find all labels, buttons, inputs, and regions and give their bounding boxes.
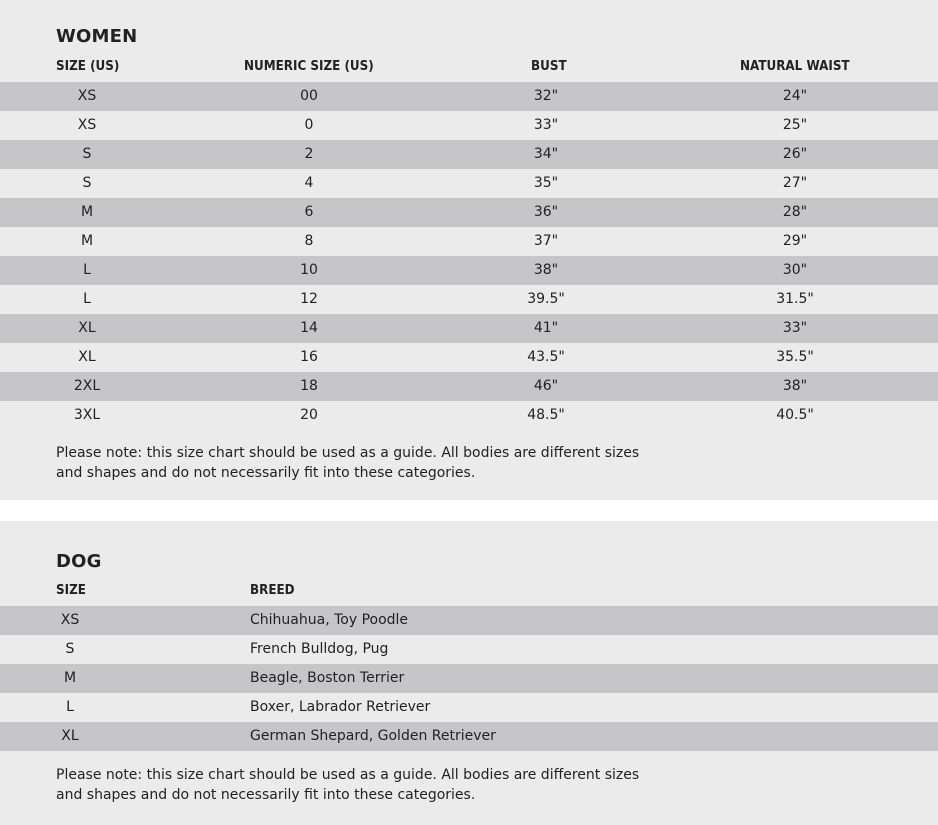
cell-waist: 25" (782, 117, 808, 133)
cell-numeric-size: 8 (304, 233, 314, 249)
cell-size: L (83, 262, 91, 278)
cell-size: XL (61, 728, 79, 744)
note-line: and shapes and do not necessarily fit into these categories. (56, 787, 476, 803)
cell-bust: 37" (533, 233, 559, 249)
cell-size: XL (78, 349, 96, 365)
cell-numeric-size: 14 (300, 320, 318, 336)
cell-waist: 35.5" (776, 349, 814, 365)
cell-numeric-size: 2 (304, 146, 314, 162)
header-natural-waist: NATURAL WAIST (740, 59, 850, 74)
cell-bust: 32" (533, 88, 559, 104)
note-line: Please note: this size chart should be used as a guide. All bodies are different sizes (56, 445, 640, 461)
cell-waist: 26" (782, 146, 808, 162)
table-row (0, 693, 938, 722)
cell-size: 2XL (73, 378, 101, 394)
cell-bust: 34" (533, 146, 559, 162)
cell-size: XL (78, 320, 96, 336)
table-row (0, 198, 938, 227)
cell-waist: 28" (782, 204, 808, 220)
header-breed: BREED (250, 583, 295, 598)
women-note (56, 443, 696, 483)
dog-note (56, 765, 696, 805)
cell-bust: 38" (533, 262, 559, 278)
table-row (0, 111, 938, 140)
cell-size: S (82, 175, 92, 191)
header-size-us: SIZE (US) (56, 59, 120, 74)
cell-size: L (83, 291, 91, 307)
header-bust: BUST (531, 59, 567, 74)
table-row (0, 227, 938, 256)
table-row (0, 314, 938, 343)
cell-breed: French Bulldog, Pug (250, 641, 389, 657)
cell-size: M (80, 204, 94, 220)
table-row (0, 606, 938, 635)
cell-waist: 40.5" (776, 407, 814, 423)
cell-size: 3XL (73, 407, 101, 423)
table-row (0, 635, 938, 664)
table-row (0, 169, 938, 198)
table-row (0, 343, 938, 372)
table-row (0, 256, 938, 285)
cell-numeric-size: 20 (300, 407, 318, 423)
cell-size: M (80, 233, 94, 249)
cell-size: S (65, 641, 75, 657)
dog-title: DOG (56, 551, 102, 572)
cell-waist: 38" (782, 378, 808, 394)
cell-bust: 35" (533, 175, 559, 191)
cell-bust: 41" (533, 320, 559, 336)
table-row (0, 372, 938, 401)
cell-breed: Beagle, Boston Terrier (250, 670, 405, 686)
cell-numeric-size: 00 (300, 88, 318, 104)
cell-numeric-size: 16 (300, 349, 318, 365)
cell-bust: 39.5" (527, 291, 565, 307)
cell-numeric-size: 6 (304, 204, 314, 220)
cell-size: XS (60, 612, 80, 628)
table-row (0, 82, 938, 111)
cell-size: M (63, 670, 77, 686)
header-numeric-size: NUMERIC SIZE (US) (244, 59, 374, 74)
cell-numeric-size: 10 (300, 262, 318, 278)
dog-size-chart (0, 521, 938, 825)
note-line: Please note: this size chart should be used as a guide. All bodies are different sizes (56, 767, 640, 783)
cell-breed: German Shepard, Golden Retriever (250, 728, 496, 744)
cell-size: S (82, 146, 92, 162)
note-line: and shapes and do not necessarily fit into these categories. (56, 465, 476, 481)
cell-waist: 33" (782, 320, 808, 336)
cell-numeric-size: 4 (304, 175, 314, 191)
table-row (0, 664, 938, 693)
cell-size: L (66, 699, 74, 715)
cell-breed: Boxer, Labrador Retriever (250, 699, 431, 715)
table-row (0, 285, 938, 314)
women-title: WOMEN (56, 26, 138, 47)
cell-size: XS (77, 88, 97, 104)
cell-waist: 30" (782, 262, 808, 278)
table-row (0, 401, 938, 430)
table-row (0, 722, 938, 751)
cell-bust: 36" (533, 204, 559, 220)
cell-bust: 46" (533, 378, 559, 394)
cell-bust: 48.5" (527, 407, 565, 423)
cell-breed: Chihuahua, Toy Poodle (250, 612, 409, 628)
cell-size: XS (77, 117, 97, 133)
cell-numeric-size: 0 (304, 117, 314, 133)
table-row (0, 140, 938, 169)
cell-bust: 43.5" (527, 349, 565, 365)
cell-numeric-size: 12 (300, 291, 318, 307)
cell-waist: 24" (782, 88, 808, 104)
cell-waist: 27" (782, 175, 808, 191)
header-size: SIZE (56, 583, 86, 598)
cell-numeric-size: 18 (300, 378, 318, 394)
cell-waist: 29" (782, 233, 808, 249)
cell-waist: 31.5" (776, 291, 814, 307)
cell-bust: 33" (533, 117, 559, 133)
